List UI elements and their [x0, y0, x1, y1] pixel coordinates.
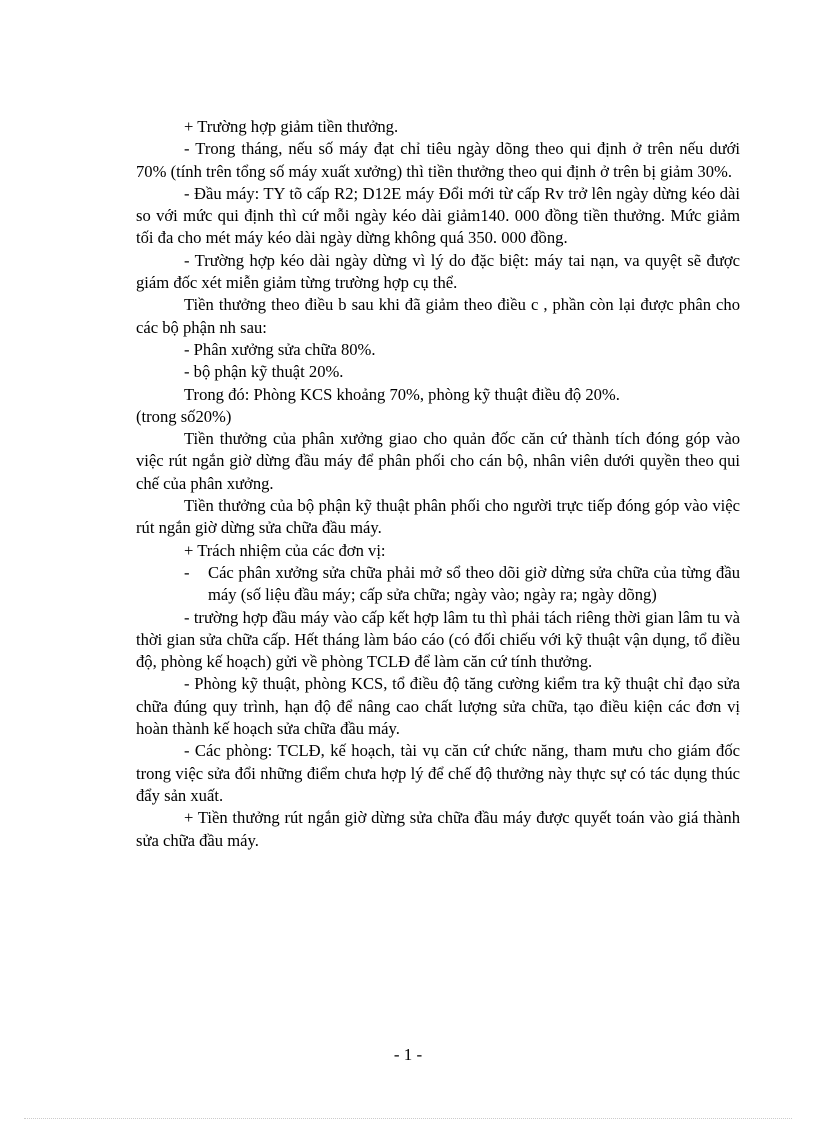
- paragraph: Tiền thưởng của phân xưởng giao cho quản đốc căn cứ thành tích đóng góp vào việc rút ngắn giờ dừng đầu máy để phân phối cho cán bộ, nhân viên dưới quyền theo qui chế của phân xưởng.: [136, 429, 740, 493]
- paragraph: + Tiền thưởng rút ngắn giờ dừng sửa chữa đầu máy được quyết toán vào giá thành sửa chữa đầu máy.: [136, 808, 740, 850]
- list-item: [136, 562, 740, 607]
- paragraph: - Các phòng: TCLĐ, kế hoạch, tài vụ căn cứ chức năng, tham mưu cho giám đốc trong việc sửa đổi những điểm chưa hợp lý để chế độ thưởng này thực sự có tác dụng thúc đẩy sản xuất.: [136, 741, 740, 805]
- paragraph: - Phòng kỹ thuật, phòng KCS, tổ điều độ tăng cường kiểm tra kỹ thuật chỉ đạo sửa chữa đúng quy trình, hạn độ để nâng cao chất lượng sửa chữa, tạo điều kiện các đơn vị hoàn thành kế hoạch sửa chữa đầu máy.: [136, 674, 740, 739]
- paragraph: + Trường hợp giảm tiền thưởng.: [184, 117, 399, 136]
- paragraph: - Đầu máy: TY tõ cấp R2; D12E máy Đổi mới từ cấp Rv trở lên ngày dừng kéo dài so với mức qui định thì cứ mỗi ngày kéo dài giảm140. 000 đồng tiền thưởng. Mức giảm tối đa cho mét máy kéo dài ngày dừng không quá 350. 000 đồng.: [136, 183, 740, 248]
- page-number: - 1 -: [393, 1045, 423, 1064]
- paragraph: - Phân xưởng sửa chữa 80%.: [184, 339, 376, 359]
- page-divider: [24, 1118, 792, 1119]
- bullet-marker: -: [184, 562, 190, 582]
- paragraph: Trong đó: Phòng KCS khoảng 70%, phòng kỹ thuật điều độ 20%.: [184, 384, 620, 404]
- paragraph: Tiền thưởng theo điều b sau khi đã giảm theo điều c , phần còn lại được phân cho các bộ phận nh sau:: [136, 295, 740, 337]
- paragraph: - Trong tháng, nếu số máy đạt chỉ tiêu ngày dõng theo qui định ở trên nếu dưới 70% (tính trên tổng số máy xuất xưởng) thì tiền thưởng theo qui định ở trên bị giảm 30%.: [136, 139, 740, 181]
- paragraph: - trường hợp đầu máy vào cấp kết hợp lâm tu thì phải tách riêng thời gian lâm tu và thời gian sửa chữa cấp. Hết tháng làm báo cáo (có đối chiếu với kỹ thuật vận dụng, tổ điều độ, phòng kế hoạch) gửi về phòng TCLĐ để làm căn cứ tính thưởng.: [136, 607, 740, 672]
- paragraph: - bộ phận kỹ thuật 20%.: [184, 362, 344, 382]
- list-item-text: Các phân xưởng sửa chữa phải mở sổ theo dõi giờ dừng sửa chữa của từng đầu máy (số liệu đầu máy; cấp sửa chữa; ngày vào; ngày ra; ngày dõng): [208, 562, 740, 605]
- paragraph: Tiền thưởng của bộ phận kỹ thuật phân phối cho người trực tiếp đóng góp vào việc rút ngắn giờ dừng sửa chữa đầu máy.: [136, 496, 740, 538]
- paragraph: (trong số20%): [136, 406, 232, 426]
- paragraph: + Trách nhiệm của các đơn vị:: [184, 540, 386, 560]
- document-body: [136, 116, 740, 852]
- paragraph: - Trường hợp kéo dài ngày dừng vì lý do đặc biệt: máy tai nạn, va quyệt sẽ được giám đốc xét miễn giảm từng trường hợp cụ thể.: [136, 250, 740, 293]
